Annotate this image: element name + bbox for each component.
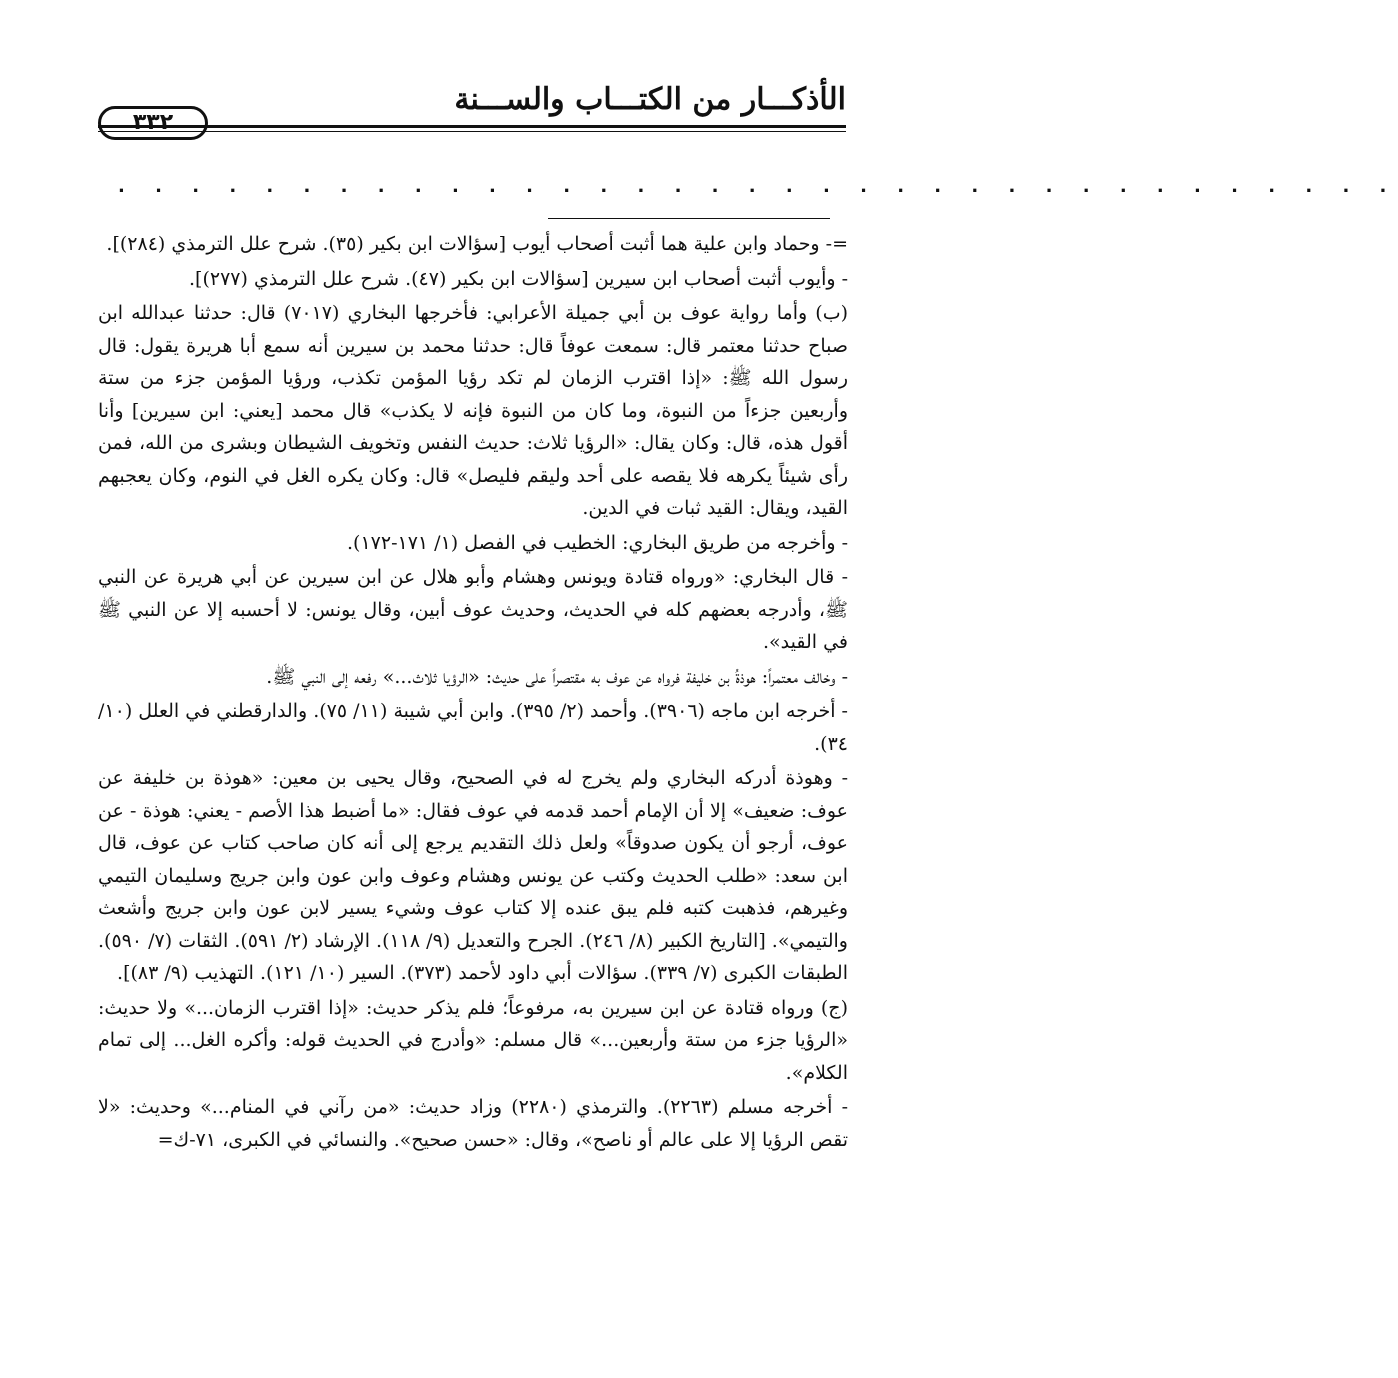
paragraph: - قال البخاري: «ورواه قتادة ويونس وهشام وأبو هلال عن ابن سيرين عن أبي هريرة عن النبي ﷺ، وأدرجه بعضهم كله في الحديث، وحديث عوف أبين، وقال يونس: لا أحسبه إلا عن النبي ﷺ في القيد». [98, 566, 848, 653]
paragraph: - وأيوب أثبت أصحاب ابن سيرين [سؤالات ابن بكير (٤٧). شرح علل الترمذي (٢٧٧)]. [189, 267, 848, 290]
page-header [98, 82, 846, 142]
running-title: الأذكـــار من الكتـــاب والســـنة [454, 82, 846, 117]
footnote-body [98, 228, 848, 1158]
paragraph: =- وحماد وابن علية هما أثبت أصحاب أيوب [سؤالات ابن بكير (٣٥). شرح علل الترمذي (٢٨٤)]. [106, 233, 848, 255]
paragraph: (ج) ورواه قتادة عن ابن سيرين به، مرفوعاً؛ فلم يذكر حديث: «إذا اقترب الزمان...» ولا حديث: «الرؤيا جزء من ستة وأربعين...» قال مسلم: «وأدرج في الحديث قوله: وأكره الغل... إلى تمام الكلام». [98, 996, 848, 1084]
footnote-rule [548, 218, 830, 219]
paragraph: (ب) وأما رواية عوف بن أبي جميلة الأعرابي: فأخرجها البخاري (٧٠١٧) قال: حدثنا عبدالله ابن صباح حدثنا معتمر قال: سمعت عوفاً قال: حدثنا محمد بن سيرين أنه سمع أبا هريرة يقول: قال رسول الله ﷺ: «إذا اقترب الزمان لم تكد رؤيا المؤمن تكذب، ورؤيا المؤمن جزء من ستة وأربعين جزءاً من النبوة، وما كان من النبوة فإنه لا يكذب» قال محمد [يعني: ابن سيرين] وأنا أقول هذه، قال: وكان يقال: «الرؤيا ثلاث: حديث النفس وتخويف الشيطان وبشرى من الله، فمن رأى شيئاً يكرهه فلا يقصه على أحد وليقم فليصل» قال: وكان يكره الغل في النوم، وكان يعجبهم القيد، ويقال: القيد ثبات في الدين. [98, 302, 848, 519]
paragraph: - أخرجه ابن ماجه (٣٩٠٦). وأحمد (٢/ ٣٩٥). وابن أبي شيبة (١١/ ٧٥). والدارقطني في العلل (١٠/ ٣٤). [98, 700, 848, 755]
paragraph: - وأخرجه من طريق البخاري: الخطيب في الفصل (١/ ١٧١-١٧٢). [346, 531, 848, 554]
paragraph: - وخالف معتمراً: هوذةُ بن خليفة فرواه عن عوف به مقتصراً على حديث: «الرؤيا ثلاث...» رفعه إلى النبي ﷺ. [266, 665, 848, 688]
page-number-badge: ٣٣٢ [98, 106, 208, 140]
dotted-separator: . . . . . . . . . . . . . . . . . . . . . . . . . . . . . . . . . . . [118, 176, 1398, 197]
paragraph: - أخرجه مسلم (٢٢٦٣). والترمذي (٢٢٨٠) وزاد حديث: «من رآني في المنام...» وحديث: «لا تقص الرؤيا إلا على عالم أو ناصح»، وقال: «حسن صحيح». والنسائي في الكبرى، ٧١-ك= [98, 1096, 848, 1151]
header-rule-thin [98, 131, 846, 132]
paragraph: - وهوذة أدركه البخاري ولم يخرج له في الصحيح، وقال يحيى بن معين: «هوذة بن خليفة عن عوف: ضعيف» إلا أن الإمام أحمد قدمه في عوف فقال: «ما أضبط هذا الأصم - يعني: هوذة - عن عوف، أرجو أن يكون صدوقاً» ولعل ذلك التقديم يرجع إلى أنه كان صاحب كتاب عن عوف، قال ابن سعد: «طلب الحديث وكتب عن يونس وهشام وعوف وابن عون وابن جريج وسليمان التيمي وغيرهم، فذهبت كتبه فلم يبق عنده إلا كتاب عوف وشيء يسير لابن عون وابن جريج وأشعث والتيمي». [التاريخ الكبير (٨/ ٢٤٦). الجرح والتعديل (٩/ ١١٨). الإرشاد (٢/ ٥٩١). الثقات (٧/ ٥٩٠). الطبقات الكبرى (٧/ ٣٣٩). سؤالات أبي داود لأحمد (٣٧٣). السير (١٠/ ١٢١). التهذيب (٩/ ٨٣)]. [98, 767, 848, 984]
header-rule [98, 125, 846, 128]
